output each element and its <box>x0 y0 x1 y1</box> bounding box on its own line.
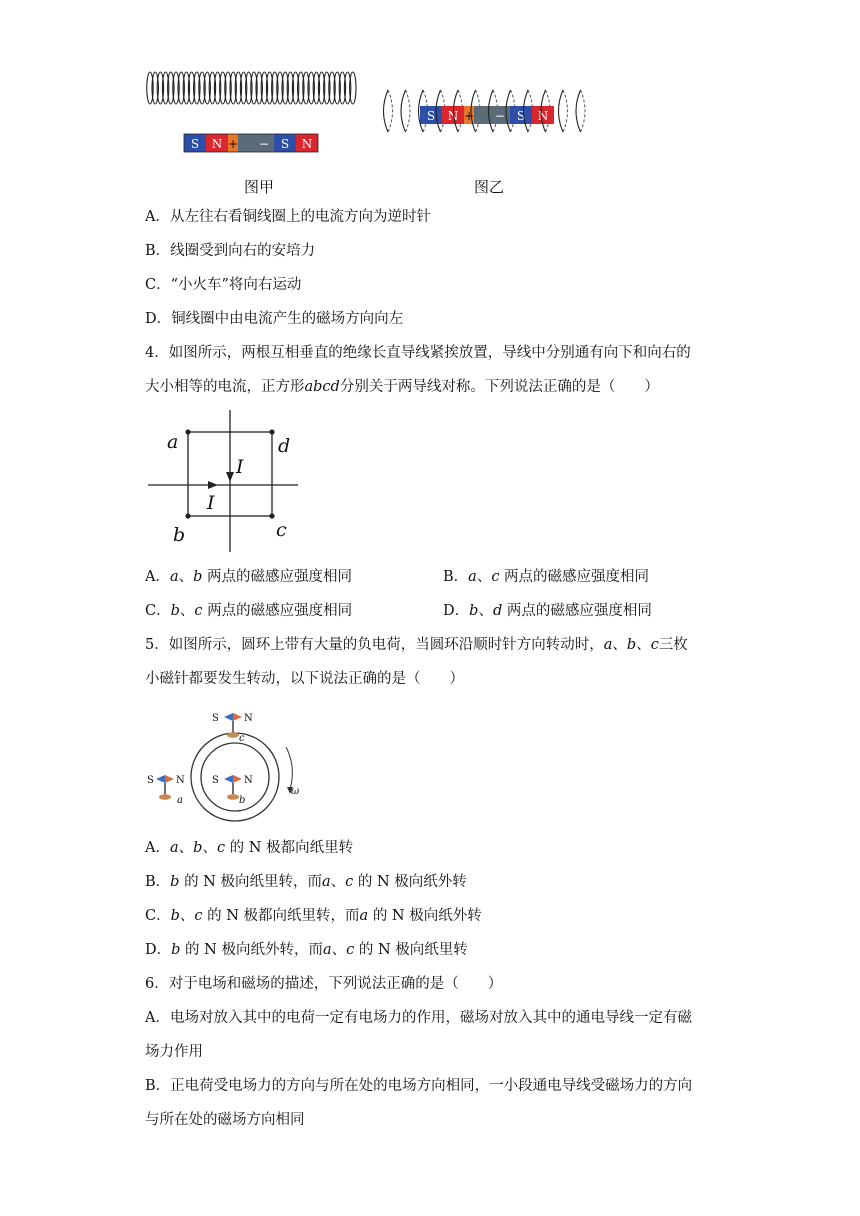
current-label-vertical: I <box>236 456 244 478</box>
q5-stem-line1: 5．如图所示，圆环上带有大量的负电荷，当圆环沿顺时针方向转动时，a、b、c三枚 <box>145 637 688 653</box>
figure-charged-ring <box>140 705 320 825</box>
label-d: d <box>278 435 291 457</box>
magnet-label: N <box>447 109 459 123</box>
magnet-label: S <box>280 137 290 151</box>
figure-caption-jia: 图甲 <box>244 178 275 196</box>
coil-loop-back <box>388 90 393 132</box>
q6-stem: 6．对于电场和磁场的描述，下列说法正确的是（ ） <box>145 976 503 992</box>
q4-option-c: C．b、c 两点的磁感应强度相同 <box>145 603 353 619</box>
current-label-horizontal: I <box>207 492 215 514</box>
q4-option-b: B．a、c 两点的磁感应强度相同 <box>443 569 650 585</box>
q3-option-a: A．从左往右看铜线圈上的电流方向为逆时针 <box>145 209 431 225</box>
battery-label: − <box>494 109 506 123</box>
compass-needle-c <box>212 713 253 744</box>
needle-base <box>159 794 171 800</box>
battery-label: + <box>463 109 475 123</box>
figure-jia <box>140 66 370 161</box>
battery-label: + <box>227 137 239 151</box>
q6-option-a-line1: A．电场对放入其中的电荷一定有电场力的作用，磁场对放入其中的通电导线一定有磁 <box>145 1010 692 1026</box>
needle-n-half <box>233 713 242 721</box>
label-c: c <box>276 519 287 541</box>
arrow-right-icon <box>208 481 218 489</box>
battery-label: − <box>258 137 270 151</box>
point-b <box>185 513 190 518</box>
rotation-arc <box>286 747 292 789</box>
svg-text:N: N <box>244 713 253 724</box>
q6-option-a-line2: 场力作用 <box>145 1044 203 1060</box>
q6-option-b-line1: B．正电荷受电场力的方向与所在处的电场方向相同，一小段通电导线受磁场力的方向 <box>145 1078 693 1094</box>
point-a <box>185 429 190 434</box>
magnet-label: N <box>301 137 313 151</box>
magnet-label: N <box>211 137 223 151</box>
compass-needle-a <box>147 775 185 806</box>
svg-text:N: N <box>176 775 185 786</box>
q3-option-d: D．铜线圈中由电流产生的磁场方向向左 <box>145 311 404 327</box>
magnet-label: N <box>537 109 549 123</box>
magnet-label: S <box>426 109 436 123</box>
q5-option-a: A．a、b、c 的 N 极都向纸里转 <box>145 840 354 856</box>
q5-option-c: C．b、c 的 N 极都向纸里转，而a 的 N 极向纸外转 <box>145 908 482 924</box>
coil-jia <box>147 72 356 104</box>
q6-option-b-line2: 与所在处的磁场方向相同 <box>145 1112 305 1128</box>
q4-stem-line1: 4．如图所示，两根互相垂直的绝缘长直导线紧挨放置，导线中分别通有向下和向右的 <box>145 345 691 361</box>
coil-loop-back <box>563 90 568 132</box>
figure-caption-yi: 图乙 <box>474 178 505 196</box>
q5-option-d: D．b 的 N 极向纸外转，而a、c 的 N 极向纸里转 <box>145 942 468 958</box>
coil-loop-back <box>406 90 411 132</box>
needle-s-half <box>224 713 233 721</box>
magnet-train-jia <box>184 134 318 152</box>
label-b: b <box>173 524 186 546</box>
svg-text:c: c <box>239 733 245 744</box>
magnet-label: S <box>516 109 526 123</box>
svg-text:b: b <box>239 795 246 806</box>
omega-label: ω <box>291 786 300 797</box>
coil-loop-front <box>559 90 564 132</box>
needle-base <box>227 732 239 738</box>
q5-stem-line2: 小磁针都要发生转动，以下说法正确的是（ ） <box>145 671 464 687</box>
needle-s-half <box>224 775 233 783</box>
svg-text:S: S <box>147 775 154 786</box>
q3-option-c: C．“小火车”将向右运动 <box>145 277 302 293</box>
point-d <box>269 429 274 434</box>
svg-text:a: a <box>177 795 183 806</box>
q5-option-b: B．b 的 N 极向纸里转，而a、c 的 N 极向纸外转 <box>145 874 467 890</box>
q4-stem-line2: 大小相等的电流，正方形abcd分别关于两导线对称。下列说法正确的是（ ） <box>145 379 659 395</box>
needle-base <box>227 794 239 800</box>
q4-option-a: A．a、b 两点的磁感应强度相同 <box>145 569 353 585</box>
coil-loop-back <box>581 90 586 132</box>
label-a: a <box>167 431 179 453</box>
q3-option-b: B．线圈受到向右的安培力 <box>145 243 316 259</box>
magnet-train-yi <box>420 106 554 124</box>
magnet-label: S <box>190 137 200 151</box>
svg-text:S: S <box>212 775 219 786</box>
figure-square-wires <box>140 410 310 560</box>
figure-yi <box>376 86 601 136</box>
point-c <box>269 513 274 518</box>
coil-loop-front <box>384 90 389 132</box>
compass-needle-b <box>212 775 253 806</box>
svg-text:S: S <box>212 713 219 724</box>
q4-stem-var: abcd <box>304 379 340 395</box>
arrow-down-icon <box>226 472 234 482</box>
svg-text:N: N <box>244 775 253 786</box>
coil-loop-front <box>576 90 581 132</box>
coil-loop-front <box>401 90 406 132</box>
needle-n-half <box>233 775 242 783</box>
needle-s-half <box>156 775 165 783</box>
needle-n-half <box>165 775 174 783</box>
q4-option-d: D．b、d 两点的磁感应强度相同 <box>443 603 652 619</box>
